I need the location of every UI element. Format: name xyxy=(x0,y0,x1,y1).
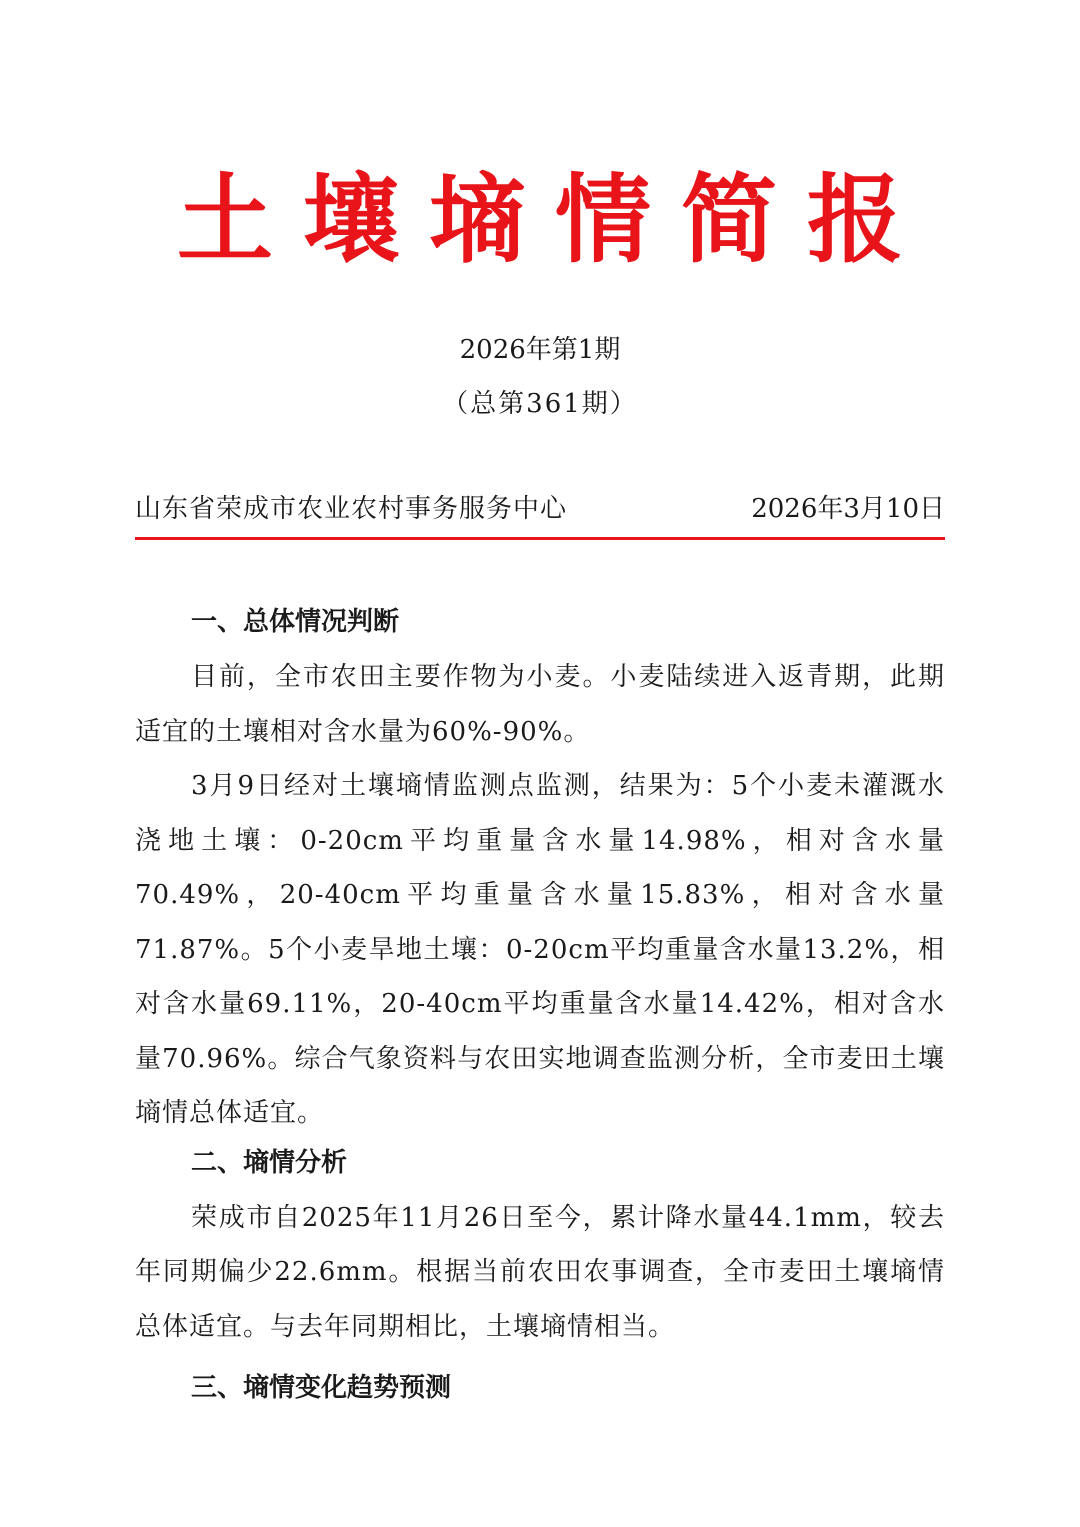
red-divider-line xyxy=(135,537,945,540)
section-paragraph: 荣成市自2025年11月26日至今，累计降水量44.1mm，较去年同期偏少22.6mm。根据当前农田农事调查，全市麦田土壤墒情总体适宜。与去年同期相比，土壤墒情相当。 xyxy=(135,1202,945,1342)
issue-number: 2026年第1期 xyxy=(459,335,621,365)
issue-total: （总第361期） xyxy=(442,389,638,419)
document-title: 土壤墒情简报 xyxy=(177,163,933,276)
section-paragraph: 目前，全市农田主要作物为小麦。小麦陆续进入返青期，此期适宜的土壤相对含水量为60%-90%。 xyxy=(135,662,945,747)
section-heading-forecast: 三、墒情变化趋势预测 xyxy=(191,1373,452,1403)
report-date: 2026年3月10日 xyxy=(751,494,945,524)
section-heading-analysis: 二、墒情分析 xyxy=(191,1147,348,1178)
document-body xyxy=(135,600,945,1416)
section-paragraph: 3月9日经对土壤墒情监测点监测，结果为：5个小麦未灌溉水浇地土壤：0-20cm平均重量含水量14.98%，相对含水量70.49%，20-40cm平均重量含水量15.83%，相对含水量71.87%。5个小麦旱地土壤：0-20cm平均重量含水量13.2%，相对含水量69.11%，20-40cm平均重量含水量14.42%，相对含水量70.96%。综合气象资料与农田实地调查监测分析，全市麦田土壤墒情总体适宜。 xyxy=(135,771,945,1128)
issuing-organization: 山东省荣成市农业农村事务服务中心 xyxy=(135,494,568,524)
issuer-row xyxy=(135,488,945,530)
section-heading-overall: 一、总体情况判断 xyxy=(191,607,400,637)
